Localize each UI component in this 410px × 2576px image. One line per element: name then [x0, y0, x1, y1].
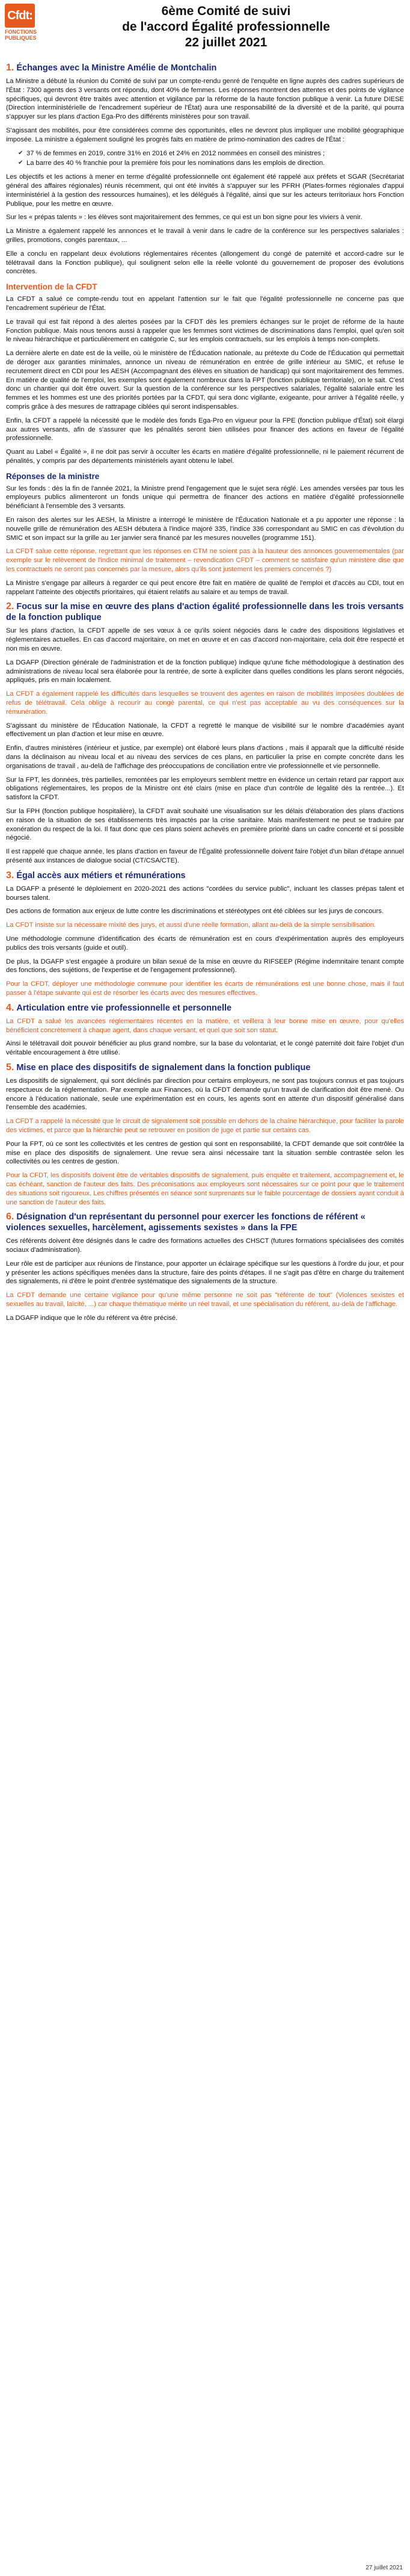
section-2 [6, 601, 404, 865]
section-number: 2. [6, 601, 14, 612]
section-title-text: Focus sur la mise en œuvre des plans d'action égalité professionnelle dans les trois versants de la fonction publique [6, 602, 404, 623]
section-3 [6, 870, 404, 998]
paragraph: Enfin, d'autres ministères (intérieur et justice, par exemple) ont élaboré leurs plans d'actions , mais il apparaît que la difficulté réside dans la déclinaison au niveau local et au niveau des services de ces plans, en particulier la prise en compte concrète dans les organisations de travail , au-delà de l'affichage des préoccupations de conciliation entre vie professionnelle et vie personnelle. [6, 745, 404, 770]
paragraph: La Ministre a débuté la réunion du Comité de suivi par un compte-rendu genré de l'enquête en ligne auprès des cadres supérieurs de l'État : 7300 agents des 3 versants ont répondu, dont 40% de femmes. Les réponses montrent des attentes et des points de vigilance spécifiques, qui devront être traités avec attention et vigilance par la réforme de la haute fonction publique à venir. La future DIESE (Direction interministérielle de l'encadrement supérieur de l'État) aura une responsabilité de la diversité et de la parité, qui pourra s'appuyer sur les plans d'action Ega-Pro des différents ministères pour son travail. [6, 78, 404, 121]
section-heading [6, 1212, 404, 1233]
cfdt-paragraph: La CFDT a salué les avancées réglementaires récentes en la matière, et veillera à leur bonne mise en œuvre, pour qu'elles bénéficient concrètement à chaque agent, dans chaque versant, et quel que soit son statut. [6, 1017, 404, 1034]
cfdt-paragraph: La CFDT a rappelé la nécessité que le circuit de signalement soit possible en dehors de la chaîne hiérarchique, pour faciliter la parole des victimes, et parce que la hiérarchie peut se retrouver en position de juge et partie sur certains cas. [6, 1118, 404, 1134]
bullet-item: ✔ La barre des 40 % franchie pour la première fois pour les nominations dans les emplois de direction. [18, 159, 404, 168]
content [6, 58, 404, 1328]
paragraph: La Ministre s'engage par ailleurs à regarder ce qui peut encore être fait en matière de qualité de l'emploi et d'accès au CDI, tout en rappelant l'atteinte des objectifs prioritaires, qui étaient relatifs au salaire et au temps de travail. [6, 579, 404, 596]
paragraph: Il est rappelé que chaque année, les plans d'action en faveur de l'Égalité professionnelle doivent faire l'objet d'un bilan d'étape annuel présenté aux instances de dialogue social (CT/CSA/CTE). [6, 848, 404, 864]
paragraph: S'agissant des mobilités, pour être considérées comme des opportunités, elles ne devront plus impliquer une mobilité géographique imposée. La ministre a également souligné les progrès faits en matière de primo-nomination des cadres de l'État : [6, 126, 404, 143]
paragraph: Sur les fonds : dès la fin de l'année 2021, la Ministre prend l'engagement que le sujet sera réglé. Les amendes versées par tous les employeurs publics alimenteront un fonds unique qui permettra de financer des actions en matière d'égalité professionnelle bénéficiant à l'ensemble des 3 versants. [6, 485, 404, 510]
cfdt-paragraph: La CFDT a également rappelé les difficultés dans lesquelles se trouvent des agentes en raison de mobilités imposées doublées de refus de télétravail. Cela oblige à recourir au congé parental, ce qui n'est pas acceptable au vu des conséquences sur la rémunération. [6, 690, 404, 716]
section-5 [6, 1062, 404, 1207]
paragraph: La Ministre a également rappelé les annonces et le travail à venir dans le cadre de la conférence sur les perspectives salariales : grilles, promotions, congés parentaux, ... [6, 228, 404, 244]
section-number: 5. [6, 1062, 14, 1073]
paragraph: Ainsi le télétravail doit pouvoir bénéficier au plus grand nombre, sur la base du volontariat, et le congé paternité doit faire l'objet d'un véritable encouragement à être utilisé. [6, 1040, 404, 1057]
paragraph: La DGAFP a présenté le déploiement en 2020-2021 des actions "cordées du service public", incluant les classes prépas talent et bourses talent. [6, 885, 404, 902]
logo-tagline: FONCTIONS PUBLIQUES [5, 29, 37, 41]
section-heading [6, 63, 404, 73]
page-title [48, 4, 404, 51]
paragraph: Des actions de formation aux enjeux de lutte contre les discriminations et stéréotypes ont été ciblées sur les jurys de concours. [6, 908, 384, 915]
section-heading [6, 1003, 404, 1014]
section-title-text: Mise en place des dispositifs de signalement dans la fonction publique [16, 1062, 311, 1073]
section-title-text: Échanges avec la Ministre Amélie de Montchalin [16, 63, 217, 73]
cfdt-paragraph: La CFDT insiste sur la nécessaire mixité des jurys, et aussi d'une réelle formation, allant au-delà de la simple sensibilisation. [6, 921, 376, 929]
header [0, 0, 410, 55]
section-heading [6, 870, 404, 881]
subsection-heading: Réponses de la ministre [6, 471, 100, 481]
paragraph: Elle a conclu en rappelant deux évolutions réglementaires récentes (allongement du congé de paternité et accord-cadre sur le télétravail dans la Fonction publique), qui soulignent selon elle la réelle volonté du gouvernement de proposer des évolutions concrètes. [6, 250, 404, 276]
section-number: 6. [6, 1212, 14, 1222]
bullet-list [18, 149, 404, 169]
paragraph: La DGAFP (Direction générale de l'administration et de la fonction publique) indique qu'une fiche méthodologique à destination des administrations de niveau local sera élaborée pour la rentrée, de sorte à expliciter dans quelles conditions les plans seront négociés, appliqués, pris en main localement. [6, 658, 404, 684]
cfdt-logo [5, 4, 37, 41]
title-line-3: 22 juillet 2021 [185, 36, 268, 49]
section-number: 1. [6, 63, 14, 73]
section-heading [6, 1062, 404, 1073]
section-1 [6, 63, 404, 596]
subsection-heading: Intervention de la CFDT [6, 282, 97, 292]
paragraph: De plus, la DGAFP s'est engagée à produire un bilan sexué de la mise en œuvre du RIFSEEP (Régime indemnitaire tenant compte des fonctions, des sujétions, de l'expertise et de l'engagement professionnel). [6, 958, 404, 974]
footer-date: 27 juillet 2021 [366, 2565, 403, 2571]
section-heading [6, 601, 404, 623]
paragraph: Sur les « prépas talents » : les élèves sont majoritairement des femmes, ce qui est un bon signe pour les viviers à venir. [6, 214, 363, 221]
section-title-text: Égal accès aux métiers et rémunérations [16, 870, 186, 881]
title-line-1: 6ème Comité de suivi [161, 4, 291, 18]
title-line-2: de l'accord Égalité professionnelle [122, 20, 330, 34]
section-title-text: Articulation entre vie professionnelle et personnelle [16, 1003, 232, 1013]
paragraph: La dernière alerte en date est de la veille, où le ministère de l'Éducation nationale, au prétexte du Code de l'Éducation qui permettait de déroger aux garanties minimales, annonce un niveau de rémunération en entrée de grille inférieur au SMIC, et refuse le recrutement direct en CDI pour les AESH (Accompagnant des élèves en situation de handicap) qui sont majoritairement des femmes. En matière de qualité de l'emploi, les exemples sont également nombreux dans la FPT (fonction publique territoriale), on le sait. C'est donc un chantier qui doit être ouvert. Sur la question de la conférence sur les perspectives salariales, l'égalité salariale entre les femmes et les hommes est une des priorités portées par la CFDT, qui sera donc vigilante, exigeante, pour arriver à l'égalité réelle, y compris grâce à des mesures de rattrapage ciblées qui seront indispensables. [6, 350, 404, 410]
paragraph: Quant au Label « Égalité », il ne doit pas servir à occulter les écarts en matière d'égalité professionnelle, ni le paiement récurrent de pénalités, y compris par des départements ministériels ayant obtenu le label. [6, 448, 404, 465]
logo-mark: Cfdt: [5, 4, 35, 28]
paragraph: La DGAFP indique que le rôle du référent va être précisé. [6, 1314, 178, 1322]
paragraph: Leur rôle est de participer aux réunions de l'instance, pour apporter un éclairage spécifique sur les questions à l'ordre du jour, et pour y présenter les actions spécifiques menées dans la structure, faire des points d'étapes. Il ne s'agit pas d'être en charge du traitement des signalements, ni d'être le point d'entrée systématique des signalements de la structure. [6, 1260, 404, 1286]
paragraph: Le travail qui est fait répond à des alertes posées par la CFDT dès les premiers échanges sur le projet de réforme de la haute Fonction publique. Mais nous tenons aussi à rappeler que les femmes sont victimes de discriminations dans l'emploi, quel qu'en soit le niveau hiérarchique et particulièrement en catégorie C, sur les emplois contractuels, sur les emplois à temps non-complets. [6, 318, 404, 344]
paragraph: La CFDT a salué ce compte-rendu tout en appelant l'attention sur le fait que l'égalité professionnelle ne concerne pas que l'encadrement supérieur de l'État. [6, 296, 404, 312]
paragraph: Enfin, la CFDT a rappelé la nécessité que le modèle des fonds Ega-Pro en vigueur pour la FPE (fonction publique d'État) soit élargi aux autres versants, afin de s'assurer que les pénalités seront bien utilisées pour financer des actions en faveur de l'égalité professionnelle. [6, 416, 404, 442]
paragraph: Les objectifs et les actions à mener en terme d'égalité professionnelle ont également été rappelé aux préfets et SGAR (Secrétariat général des affaires régionales) réunis récemment, qui ont été invités à s'appuyer sur les PFRH (Plates-formes régionales d'appui interministériel à la gestion des ressources humaines), et les délégués à l'égalité, ainsi que sur les acteurs territoriaux hors Fonction Publique, pour les mettre en œuvre. [6, 173, 404, 208]
cfdt-paragraph: La CFDT demande une certaine vigilance pour qu'une même personne ne soit pas "référente de tout" (Violences sexistes et sexuelles au travail, laïcité, ...) car chaque thématique mérite un réel travail, et une spécialisation du référent, au-delà de l'affichage. [6, 1292, 404, 1308]
paragraph: Les dispositifs de signalement, qui sont déclinés par direction pour certains employeurs, ne sont pas toujours connus et pas toujours respectueux de la réglementation. Par exemple aux Finances, où la CFDT demande qu'un travail de clarification doit être mené. Ou encore à l'éducation nationale, seule une expérimentation est en cours, les agents sont en attente d'un dispositif généralisé dans l'ensemble des académies. [6, 1077, 404, 1112]
cfdt-paragraph: Pour la CFDT, les dispositifs doivent être de véritables dispositifs de signalement, puis enquête et traitement, accompagnement et, le cas échéant, sanction de l'auteur des faits. Des préconisations aux employeurs sont nécessaires sur ce point pour que le traitement des situations soit rigoureux. Les chiffres présentés en séance sont surprenants sur le faible pourcentage de dossiers ayant conduit à une sanction de l'auteur des faits. [6, 1172, 404, 1206]
paragraph: Une méthodologie commune d'identification des écarts de rémunération est en cours d'expérimentation auprès des employeurs publics des trois versants (guide et outil). [6, 935, 404, 952]
cfdt-paragraph: Pour la CFDT, déployer une méthodologie commune pour identifier les écarts de rémunérations est une bonne chose, mais il faut passer à l'étape suivante qui est de résorber les écarts avec des mesures effectives. [6, 980, 404, 997]
paragraph: En raison des alertes sur les AESH, la Ministre a interrogé le ministère de l'Éducation Nationale et a pu apporter une réponse : la nouvelle grille de rémunération des AESH débutera à l'indice majoré 335, l'indice 336 correspondant au SMIC en cas d'évolution du SMIC et son impact sur la grille au 1er janvier sera financé par les mesures nouvelles (programme 151). [6, 516, 404, 542]
section-number: 4. [6, 1002, 14, 1013]
paragraph: Sur les plans d'action, la CFDT appelle de ses vœux à ce qu'ils soient négociés dans le cadre des dispositions législatives et réglementaires actuelles. En cas d'accord majoritaire, on met en œuvre et en cas d'accord non-majoritaire, cela doit être respecté et non mis en œuvre. [6, 627, 404, 653]
section-title-text: Désignation d'un représentant du personnel pour exercer les fonctions de référent « violences sexuelles, harcèlement, agissements sexistes » dans la FPE [6, 1212, 366, 1233]
bullet-item: ✔ 37 % de femmes en 2019, contre 31% en 2016 et 24% en 2012 nommées en conseil des ministres ; [18, 149, 404, 158]
paragraph: Sur la FPT, les données, très partielles, remontées par les employeurs semblent mettre en évidence un certain retard par rapport aux obligations réglementaires, les propos de la Ministre ont été clairs (mise en place d'un contrôle de légalité dès la rentrée...). Et satisfont la CFDT. [6, 776, 404, 802]
paragraph: Ces référents doivent être désignés dans le cadre des formations actuelles des CHSCT (futures formations spécialisées des comités sociaux d'administration). [6, 1237, 404, 1254]
paragraph: S'agissant du ministère de l'Éducation Nationale, la CFDT a regretté le manque de visibilité sur le nombre d'académies ayant effectivement un plan d'action et leur mise en œuvre. [6, 722, 404, 738]
paragraph: Pour la FPT, où ce sont les collectivités et les centres de gestion qui sont en responsabilité, la CFDT demande que soit contrôlée la mise en place des dispositifs de signalement. Une revue sera ainsi nécessaire tant la situation semble contrastée selon les collectivités ou les centres de gestion. [6, 1140, 404, 1166]
cfdt-paragraph: La CFDT salue cette réponse, regrettant que les réponses en CTM ne soient pas à la hauteur des annonces gouvernementales (par exemple sur le relèvement de l'indice minimal de traitement – revendication CFDT – comment se satisfaire qu'un ministère dise que les contractuels ne seront pas concernés par la mesure, alors qu'ils sont justement les premiers concernés ?) [6, 548, 404, 574]
paragraph: Sur la FPH (fonction publique hospitalière), la CFDT avait souhaité une visualisation sur les délais d'élaboration des plans d'actions en raison de la situation de ses établissements très impactés par la crise sanitaire. Mais manifestement ne peut se traduire par exonération du respect de la loi. Il faut donc que ces plans soient achevés en première priorité dans un cadre concerté et si possible négocié. [6, 808, 404, 842]
section-number: 3. [6, 870, 14, 881]
section-6 [6, 1212, 404, 1322]
section-4 [6, 1003, 404, 1057]
